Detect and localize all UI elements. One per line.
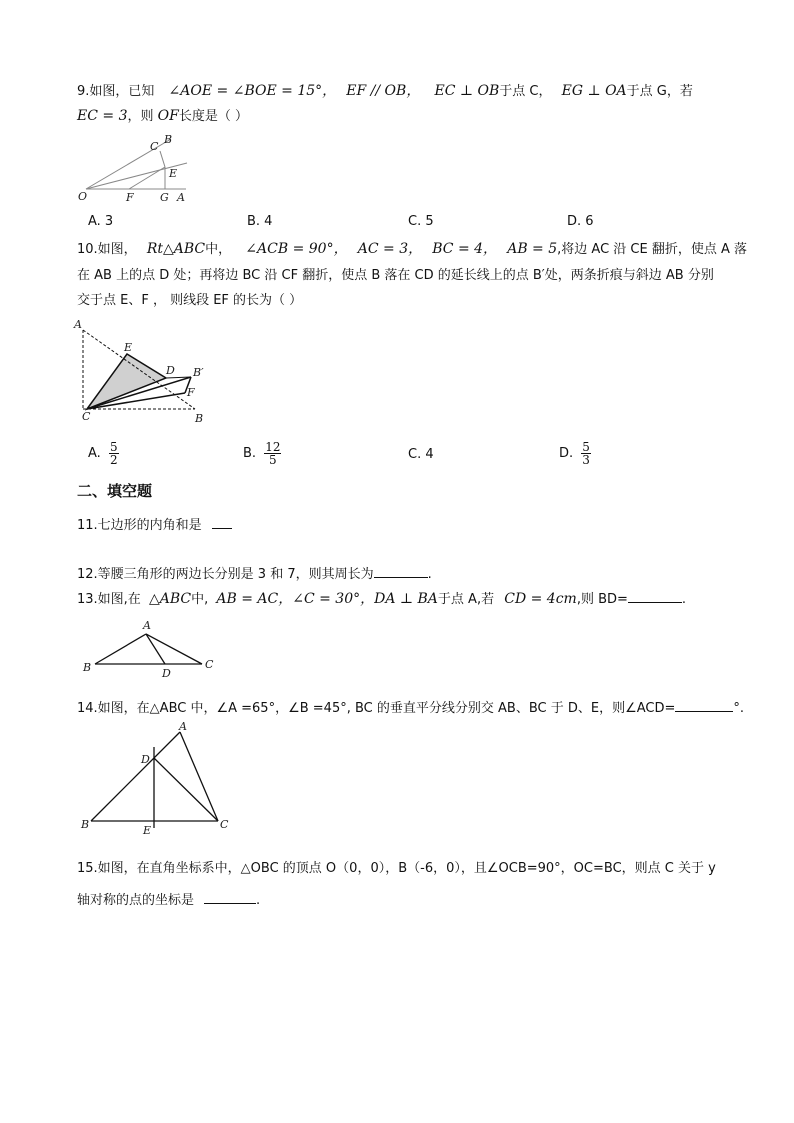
label-e: E	[169, 167, 178, 180]
q14-stem: 14.如图，在△ABC 中，∠A =65°，∠B =45°, BC 的垂直平分线分别交 AB、BC 于 D、E，则∠ACD= °.	[77, 701, 745, 716]
q13-stem: 13.如图,在 △ABC中, AB = AC，∠C = 30°，DA ⊥ BA于点 A,若 CD = 4cm,则 BD= .	[77, 591, 687, 607]
q10-option-c[interactable]: C. 4	[408, 447, 434, 462]
segment-fe	[129, 167, 165, 189]
q10-option-b[interactable]: B. $\frac{12}{5}$	[243, 440, 281, 467]
label-f: F	[187, 386, 195, 399]
label-g: G	[160, 191, 169, 204]
segment-dc	[154, 758, 218, 821]
q10-stem-line2: 在 AB 上的点 D 处；再将边 BC 沿 CF 翻折，使点 B 落在 CD 的延长线上的点 B′处，两条折痕与斜边 AB 分别	[77, 268, 714, 283]
q12: 12.等腰三角形的两边长分别是 3 和 7，则其周长为 .	[77, 567, 432, 582]
label-e: E	[124, 341, 133, 354]
q11-answer-blank[interactable]	[212, 516, 232, 529]
q9-option-a[interactable]: A. 3	[88, 214, 114, 229]
segment-ba	[91, 732, 180, 821]
folded-triangle-ced	[87, 354, 166, 409]
label-d: D	[162, 667, 171, 680]
label-c: C	[220, 818, 229, 831]
label-o: O	[78, 190, 88, 203]
q9-option-d[interactable]: D. 6	[567, 214, 594, 229]
q9-stem-line2: EC = 3，则 OF长度是（ ）	[77, 108, 248, 124]
label-b-prime: B′	[193, 366, 204, 379]
segment-ac	[146, 634, 202, 664]
label-c: C	[205, 658, 214, 671]
label-a: A	[143, 619, 151, 632]
q10-option-a[interactable]: A. $\frac{5}{2}$	[88, 440, 118, 467]
label-b: B	[164, 133, 173, 146]
label-a: A	[177, 191, 185, 204]
label-d: D	[141, 753, 150, 766]
label-c: C	[82, 410, 91, 423]
q10-figure	[70, 316, 214, 428]
q9-option-b[interactable]: B. 4	[247, 214, 273, 229]
q14-figure	[78, 720, 234, 838]
label-a: A	[179, 720, 187, 733]
label-f: F	[126, 191, 134, 204]
q13-answer-blank[interactable]	[628, 590, 682, 603]
segment-ec	[160, 151, 165, 167]
q10-option-d[interactable]: D. $\frac{5}{3}$	[559, 440, 590, 467]
q10-stem-line3: 交于点 E、F ， 则线段 EF 的长为（ ）	[77, 293, 303, 308]
q12-answer-blank[interactable]	[374, 565, 428, 578]
q9-figure	[74, 130, 198, 204]
segment-ba	[95, 634, 146, 664]
label-b: B	[81, 818, 90, 831]
label-b: B	[83, 661, 92, 674]
section-heading-fill-in: 二、填空题	[77, 482, 153, 500]
q15-answer-blank[interactable]	[204, 891, 256, 904]
q15-stem-line2: 轴对称的点的坐标是 .	[77, 893, 261, 908]
label-e: E	[143, 824, 152, 837]
q11: 11.七边形的内角和是	[77, 514, 232, 533]
q9-option-c[interactable]: C. 5	[408, 214, 434, 229]
label-a: A	[74, 318, 82, 331]
q9-stem-line1: 9.如图，已知 ∠AOE = ∠BOE = 15°， EF // OB， EC ⊥ OB于点 C， EG ⊥ OA于点 G，若	[77, 83, 693, 99]
label-b: B	[195, 412, 204, 425]
label-c: C	[150, 140, 159, 153]
q14-answer-blank[interactable]	[675, 699, 733, 712]
q13-figure	[78, 615, 220, 681]
label-d: D	[166, 364, 175, 377]
q15-stem-line1: 15.如图，在直角坐标系中，△OBC 的顶点 O（0，0），B（-6，0），且∠OCB=90°，OC=BC，则点 C 关于 y	[77, 861, 716, 876]
segment-ac	[180, 732, 218, 821]
q10-stem-line1: 10.如图， Rt△ABC中， ∠ACB = 90°， AC = 3， BC = 4， AB = 5,将边 AC 沿 CE 翻折，使点 A 落	[77, 241, 747, 257]
